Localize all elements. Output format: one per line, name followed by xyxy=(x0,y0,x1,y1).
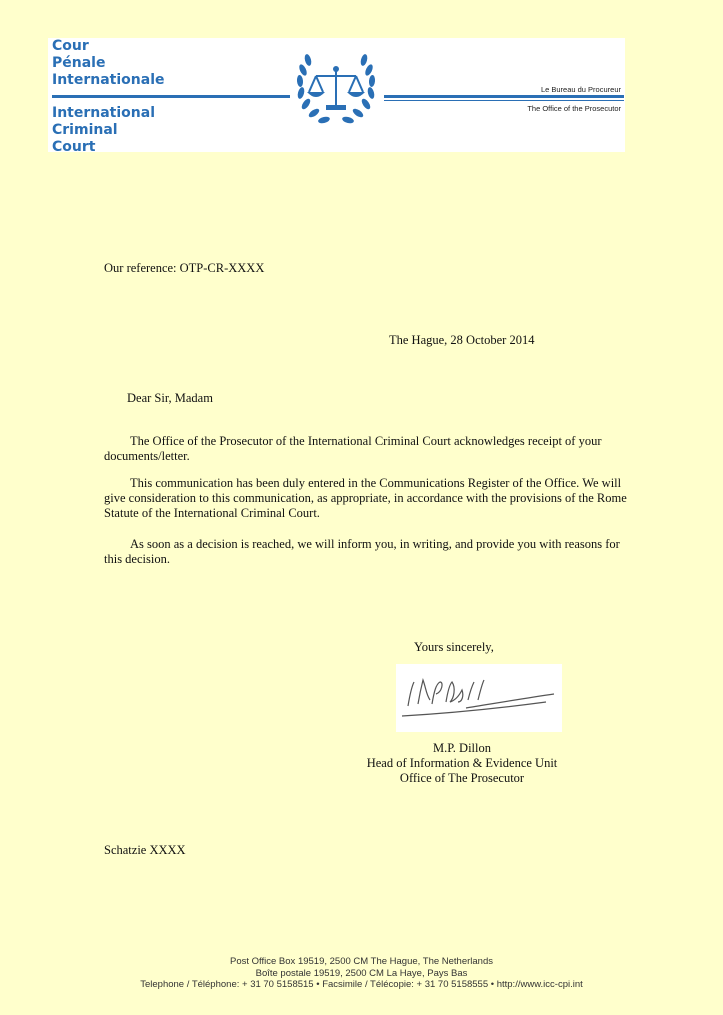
court-name-en-line: Court xyxy=(52,139,96,155)
letter-paragraph xyxy=(104,476,640,521)
header-rule-right xyxy=(384,95,624,98)
paragraph-text: The Office of the Prosecutor of the International Criminal Court acknowledges receipt of your documents/letter. xyxy=(104,434,602,463)
footer-line: Telephone / Téléphone: + 31 70 5158515 • Facsimile / Télécopie: + 31 70 5158555 • http://www.icc-cpi.int xyxy=(140,979,583,990)
signatory-office: Office of The Prosecutor xyxy=(399,771,525,785)
footer-line: Post Office Box 19519, 2500 CM The Hague, The Netherlands xyxy=(230,956,493,967)
header-rule-left xyxy=(52,95,290,98)
office-name-french: Le Bureau du Procureur xyxy=(540,85,621,94)
letter-paragraph xyxy=(104,434,640,464)
court-name-english xyxy=(52,105,155,156)
court-name-en-line: Criminal xyxy=(52,122,118,138)
signature-block xyxy=(342,741,582,786)
signatory-title: Head of Information & Evidence Unit xyxy=(366,756,558,770)
salutation: Dear Sir, Madam xyxy=(127,391,213,405)
letter-paragraph xyxy=(104,537,640,567)
signatory-name: M.P. Dillon xyxy=(432,741,491,755)
court-name-fr-line: Cour xyxy=(52,38,89,54)
signature-image xyxy=(396,664,562,732)
handwritten-signature xyxy=(396,664,562,732)
our-reference: Our reference: OTP-CR-XXXX xyxy=(104,261,265,275)
letterhead xyxy=(48,38,625,155)
court-name-en-line: International xyxy=(52,105,156,121)
recipient-name: Schatzie XXXX xyxy=(104,843,186,857)
place-date: The Hague, 28 October 2014 xyxy=(389,333,535,347)
paragraph-text: This communication has been duly entered in the Communications Register of the Office. We will give consideration to this communication, as appropriate, in accordance with the provisions of the Rome Statute of the International Criminal Court. xyxy=(104,476,627,520)
court-name-french xyxy=(52,38,165,89)
footer-address xyxy=(0,956,723,991)
court-name-fr-line: Internationale xyxy=(52,72,165,88)
office-name-english: The Office of the Prosecutor xyxy=(527,104,621,113)
court-name-fr-line: Pénale xyxy=(52,55,106,71)
paragraph-text: As soon as a decision is reached, we will inform you, in writing, and provide you with reasons for this decision. xyxy=(104,537,620,566)
header-rule-thin xyxy=(384,100,624,101)
closing: Yours sincerely, xyxy=(414,640,494,654)
footer-line: Boîte postale 19519, 2500 CM La Haye, Pays Bas xyxy=(255,967,468,979)
scales-of-justice-laurel-icon xyxy=(292,50,380,130)
